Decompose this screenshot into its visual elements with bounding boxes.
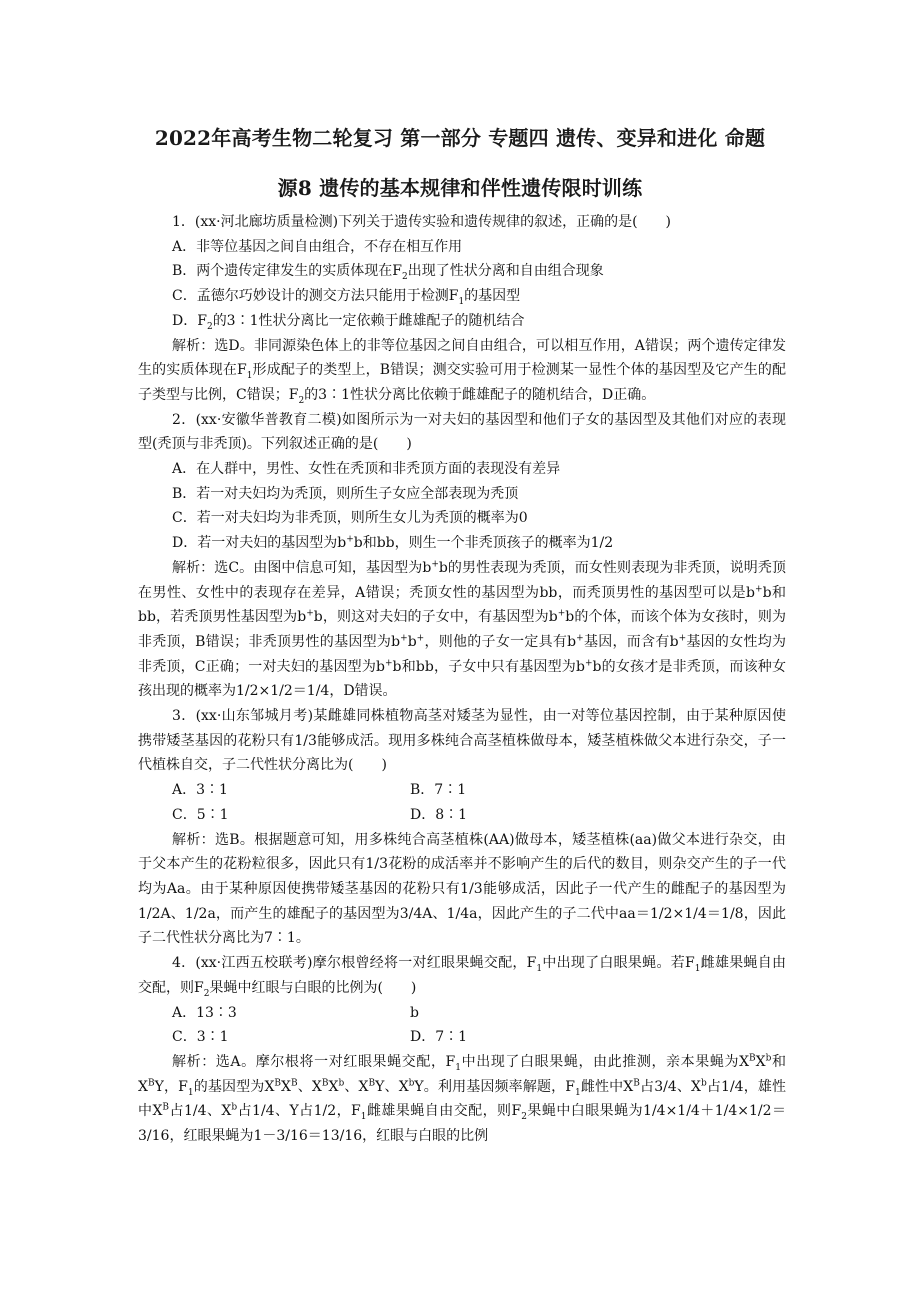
q2-option-b: B．若一对夫妇均为秃顶，则所生子女应全部表现为秃顶 — [172, 485, 519, 502]
q3-option-d: D．8∶1 — [410, 806, 468, 823]
q4-options-row-2 — [138, 1025, 786, 1050]
q2-option-d: D．若一对夫妇的基因型为b+b和bb，则生一个非秃顶孩子的概率为1/2 — [172, 534, 614, 552]
q1-option-c: C．孟德尔巧妙设计的测交方法只能用于检测$F_1$的基因型 — [172, 288, 521, 307]
q3-analysis: 解析：选B。根据题意可知，用多株纯合高茎植株(AA)做母本，矮茎植株(aa)做父本进行杂交，由于父本产生的花粉粒很多，因此只有1/3花粉的成活率并不影响产生的后代的数目，则杂交产生的子一代均为Aa。由于某种原因使携带矮茎基因的花粉只有1/3能够成活，因此子一代产生的雌配子的基因型为1/2A、1/2a，而产生的雄配子的基因型为3/4A、1/4a，因此产生的子二代中aa＝1/2×1/4＝1/8，因此子二代性状分离比为7∶1。 — [138, 831, 786, 947]
q3-stem: 3．(xx·山东邹城月考)某雌雄同株植物高茎对矮茎为显性，由一对等位基因控制，由于某种原因使携带矮茎基因的花粉只有1/3能够成活。现用多株纯合高茎植株做母本，矮茎植株做父本进行杂交，子一代植株自交，子二代性状分离比为( ) — [138, 708, 786, 774]
q2-option-a: A．在人群中，男性、女性在秃顶和非秃顶方面的表现没有差异 — [172, 461, 561, 478]
q3-option-a: A．3∶1 — [172, 782, 228, 799]
q4-stem: 4．(xx·江西五校联考)摩尔根曾经将一对红眼果蝇交配，$F_1$中出现了白眼果蝇。若$F_1$雌雄果蝇自由交配，则$F_2$果蝇中红眼与白眼的比例为( ) — [138, 955, 786, 999]
q1-option-a: A．非等位基因之间自由组合，不存在相互作用 — [172, 238, 463, 255]
q4-option-c: C．3∶1 — [172, 1029, 229, 1046]
q3-options-row-1 — [138, 778, 786, 803]
document-title-line-1: 2022年高考生物二轮复习 第一部分 专题四 遗传、变异和进化 命题 — [154, 126, 766, 150]
q2-stem: 2．(xx·安徽华普教育二模)如图所示为一对夫妇的基因型和他们子女的基因型及其他们对应的表现型(秃顶与非秃顶)。下列叙述正确的是( ) — [138, 411, 786, 453]
q3-options-row-2 — [138, 803, 786, 828]
document-title-line-2: 源8 遗传的基本规律和伴性遗传限时训练 — [277, 176, 643, 200]
q4-analysis: 解析：选A。摩尔根将一对红眼果蝇交配，$F_1$中出现了白眼果蝇，由此推测，亲本果蝇为$X^BX^b$和$X^BY$，$F_1$的基因型为$X^BX^B$、$X^BX^b$、$X^BY$、$X^bY$。利用基因频率解题，$F_1$雌性中$X^B$占3/4、$X^b$占1/4，雄性中$X^B$占1/4、$X^b$占1/4、Y占1/2，$F_1$雌雄果蝇自由交配，则$F_2$果蝇中白眼果蝇为1/4×1/4＋1/4×1/2＝3/16，红眼果蝇为1－3/16＝13/16，红眼与白眼的比例 — [138, 1053, 787, 1145]
q4-option-d: D．7∶1 — [410, 1029, 468, 1046]
q2-analysis: 解析：选C。由图中信息可知，基因型为b+b的男性表现为秃顶，而女性则表现为非秃顶，说明秃顶在男性、女性中的表现存在差异，A错误；秃顶女性的基因型为bb，而秃顶男性的基因型可以是b+b和bb，若秃顶男性基因型为b+b，则这对夫妇的子女中，有基因型为b+b的个体，而该个体为女孩时，则为非秃顶，B错误；非秃顶男性的基因型为b+b+，则他的子女一定具有b+基因，而含有b+基因的女性均为非秃顶，C正确；一对夫妇的基因型为b+b和bb，子女中只有基因型为b+b的女孩才是非秃顶，而该种女孩出现的概率为1/2×1/2＝1/4，D错误。 — [138, 559, 787, 700]
q3-option-b: B．7∶1 — [410, 782, 467, 799]
q4-option-a: A．13∶3 — [172, 1004, 237, 1021]
document-body — [138, 210, 786, 1149]
q4-options-row-1 — [138, 1001, 786, 1026]
q1-option-b: B．两个遗传定律发生的实质体现在$F_2$出现了性状分离和自由组合现象 — [172, 263, 604, 283]
q1-option-d: D．$F_2$的3∶1性状分离比一定依赖于雌雄配子的随机结合 — [172, 312, 525, 332]
q1-analysis: 解析：选D。非同源染色体上的非等位基因之间自由组合，可以相互作用，A错误；两个遗传定律发生的实质体现在$F_1$形成配子的类型上，B错误；测交实验可用于检测某一显性个体的基因型及它产生的配子类型与比例，C错误；$F_2$的3∶1性状分离比依赖于雌雄配子的随机结合，D正确。 — [138, 337, 786, 406]
q2-option-c: C．若一对夫妇均为非秃顶，则所生女儿为秃顶的概率为0 — [172, 510, 528, 527]
q4-option-b: b — [410, 1004, 419, 1021]
q3-option-c: C．5∶1 — [172, 806, 229, 823]
q1-stem: 1．(xx·河北廊坊质量检测)下列关于遗传实验和遗传规律的叙述，正确的是( ) — [172, 214, 671, 230]
